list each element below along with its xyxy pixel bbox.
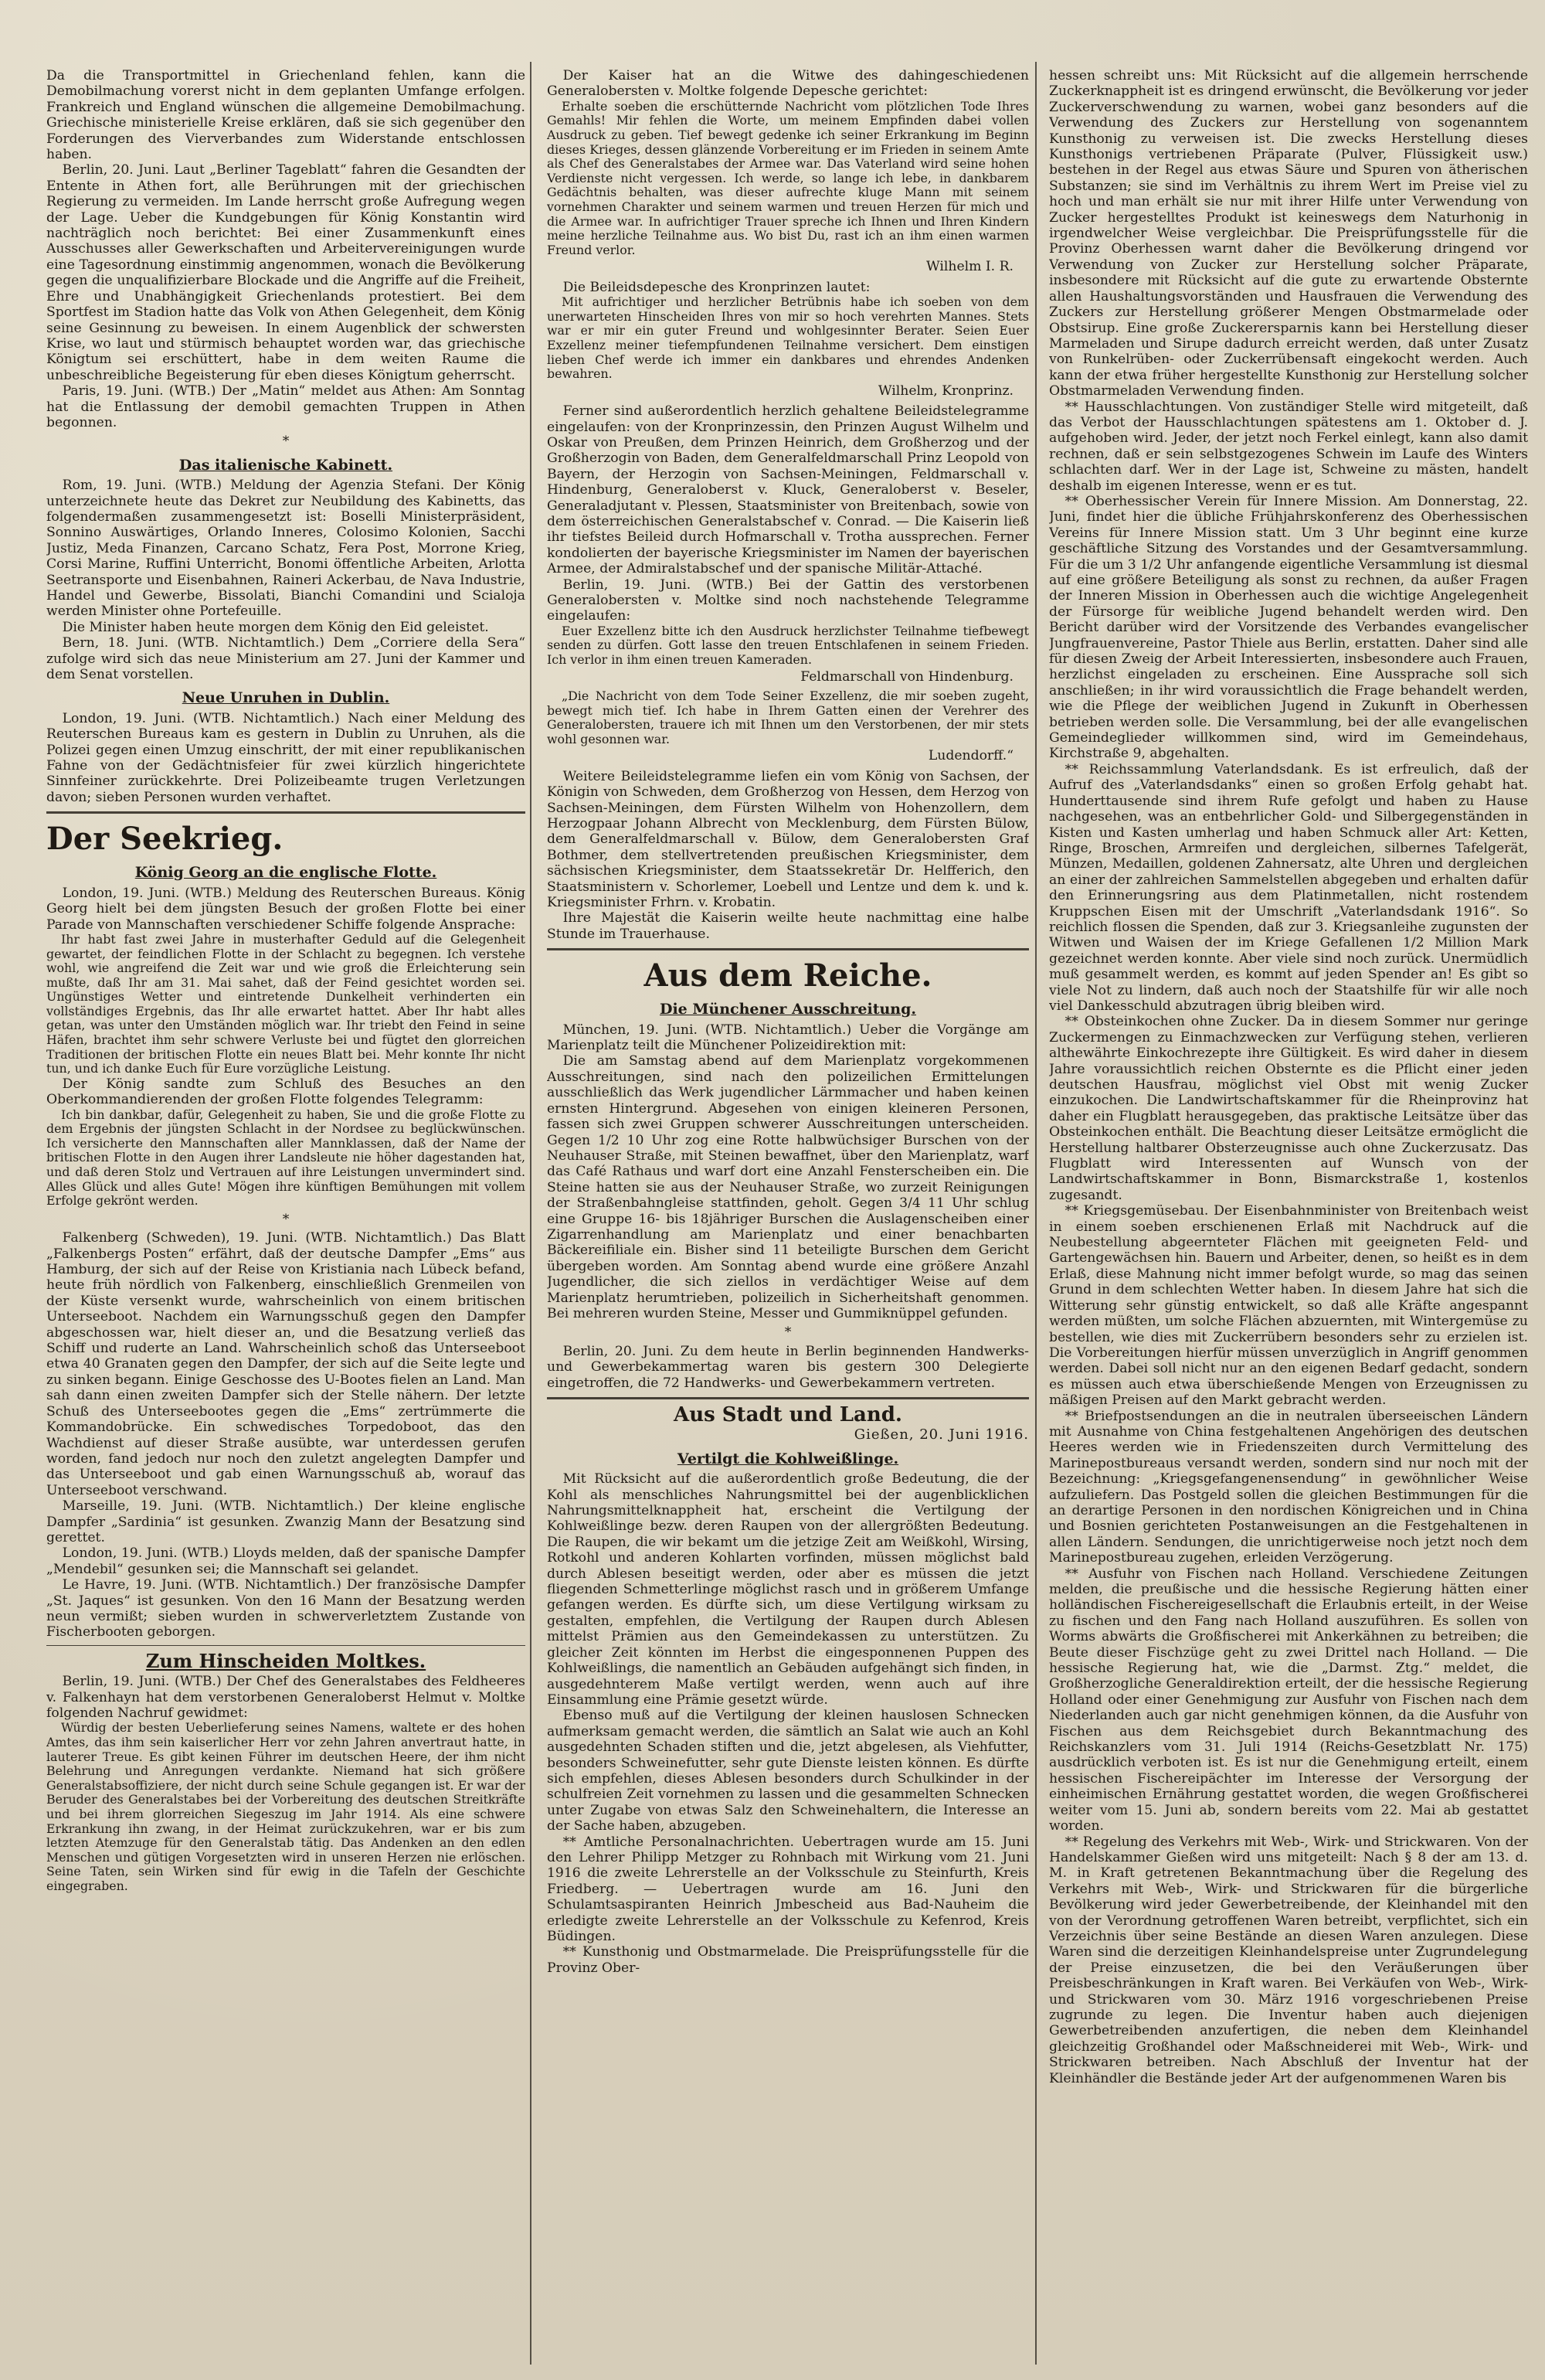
article-paragraph: Berlin, 19. Juni. (WTB.) Bei der Gattin des verstorbenen Generalobersten v. Moltke sind noch nachstehende Telegramme eingelaufen:	[547, 576, 1029, 624]
article-paragraph: Da die Transportmittel in Griechenland fehlen, kann die Demobilmachung vorerst nicht in dem geplanten Umfange erfolgen. Frankreich und England wünschen die allgemeine Demobilmachung. Griechische ministerielle Kreise erklären, daß sie sich gegenüber den Forderungen des Vierverbandes zum Widerstande entschlossen haben.	[46, 68, 525, 163]
section-rule	[46, 1645, 525, 1646]
separator-star: *	[282, 434, 290, 450]
article-paragraph: ** Reichssammlung Vaterlandsdank. Es ist erfreulich, daß der Aufruf des „Vaterlandsdanks“ einen so großen Erfolg gehabt hat. Hunderttausende sind ihrem Rufe gefolgt und haben zu Hause nachgesehen, was an entbehrlicher Gold- und Silbergegenständen in Kisten und Kasten umherlag und haben Schmuck aller Art: Ketten, Ringe, Broschen, Armreifen und dergleichen, silbernes Tafelgerät, Münzen, Medaillen, goldenen Zahnersatz, alte Uhren und dergleichen an einer der zahlreichen Sammelstellen abgegeben und erhalten dafür den Erinnerungsring aus dem Platinmetallen, nicht rostendem Kruppschen Eisen mit der Umschrift „Vaterlandsdank 1916“. So reichlich flossen die Spenden, daß zur 3. Kriegsanleihe zugunsten der Witwen und Waisen der im Kriege Gefallenen 1/2 Million Mark gezeichnet werden konnte. Aber viele sind noch zurück. Unermüdlich muß gesammelt werden, es kommt auf jeden Spender an! Es gibt so viele Not zu lindern, daß auch noch der Staatshilfe für wir alle noch viel Dankesschuld abzutragen übrig bleiben wird.	[1049, 761, 1528, 1014]
quoted-telegram: Ich bin dankbar, dafür, Gelegenheit zu haben, Sie und die große Flotte zu dem Ergebnis der jüngsten Schlacht in der Nordsee zu beglückwünschen. Ich versicherte den Mannschaften aller Mannklassen, daß der Name der britischen Flotte in den Augen ihrer Landsleute nie höher dagestanden hat, und daß deren Stolz und Vertrauen auf ihre Leistungen unvermindert sind. Alles Glück und alles Gute! Mögen ihre künftigen Bemühungen mit vollem Erfolge gekrönt werden.	[46, 1107, 525, 1209]
section-rule	[46, 811, 525, 814]
article-paragraph: Die am Samstag abend auf dem Marienplatz vorgekommenen Ausschreitungen, sind nach den polizeilichen Ermittelungen ausschließlich das Werk jugendlicher Lärmmacher und haben keinen ernsten Hintergrund. Abgesehen von einigen kleineren Personen, fassen sich zwei Gruppen schwerer Ausschreitungen unterscheiden. Gegen 1/2 10 Uhr zog eine Rotte halbwüchsiger Burschen von der Neuhauser Straße, mit Steinen bewaffnet, über den Marienplatz, warf das Café Rathaus und warf dort eine Anzahl Fensterscheiben ein. Die Steine hatten sie aus der Neuhauser Straße, wo zurzeit Reinigungen der Straßenbahngleise stattfinden, geholt. Gegen 3/4 11 Uhr schlug eine Gruppe 16- bis 18jähriger Burschen die Auslagenscheiben einer Zigarrenhandlung am Marienplatz und einer benachbarten Bäckereifiliale ein. Bisher sind 11 beteiligte Burschen dem Gericht übergeben worden. Am Sonntag abend wurde eine größere Anzahl Jugendlicher, die sich ziellos in verdächtiger Weise auf dem Marienplatz herumtrieben, polizeilich in Sicherheitshaft genommen. Bei mehreren wurden Steine, Messer und Gummiknüppel gefunden.	[547, 1053, 1029, 1321]
article-paragraph: ** Hausschlachtungen. Von zuständiger Stelle wird mitgeteilt, daß das Verbot der Hausschlachtungen spätestens am 1. Oktober d. J. aufgehoben wird. Jeder, der jetzt noch Ferkel einlegt, kann also damit rechnen, daß er sein selbstgezogenes Schwein im Laufe des Winters schlachten darf. Wer in der Lage ist, Schweine zu mästen, handelt deshalb im eigenen Interesse, wenn er es tut.	[1049, 399, 1528, 494]
article-paragraph: ** Oberhessischer Verein für Innere Mission. Am Donnerstag, 22. Juni, findet hier die übliche Frühjahrskonferenz des Oberhessischen Vereins für Innere Mission statt. Um 3 Uhr beginnt eine kurze geschäftliche Sitzung des Vorstandes und der Gesamtversammlung. Für die um 3 1/2 Uhr anfangende eigentliche Versammlung ist diesmal auf eine größere Beteiligung als sonst zu rechnen, da außer Fragen der Inneren Mission in Oberhessen auch die wichtige Angelegenheit der Fürsorge für weibliche Jugend behandelt werden wird. Den Bericht darüber wird der Vorsitzende des Verbandes evangelischer Jungfrauenvereine, Pastor Thiele aus Berlin, erstatten. Daher sind alle für diesen Zweig der Arbeit Interessierten, insbesondere auch Frauen, herzlichst eingeladen zu erscheinen. Eine Aussprache soll sich anschließen; in ihr wird voraussichtlich die Frage behandelt werden, wie die Pflege der weiblichen Jugend in Zukunft in Oberhessen betrieben werden solle. Die Versammlung, bei der alle evangelischen Gemeindeglieder willkommen sind, wird im Gemeindehaus, Kirchstraße 9, abgehalten.	[1049, 493, 1528, 762]
obituary-text: Würdig der besten Ueberlieferung seines Namens, waltete er des hohen Amtes, das ihm sein kaiserlicher Herr vor zehn Jahren anvertraut hatte, in lauterer Treue. Es gibt keinen Führer im deutschen Heere, der ihm nicht Belehrung und Anregungen verdankte. Niemand hat sich größere Generalstabsoffiziere, der nicht durch seine Schule gegangen ist. Er war der Beruder des Generalstabes bei der Vorbereitung des deutschen Streitkräfte und bei ihrem glorreichen Siegeszug im Jahr 1914. Als eine schwere Erkrankung ihn zwang, in der Heimat zurückzukehren, war er bis zum letzten Atemzuge für den Generalstab tätig. Das Andenken an den edlen Menschen und gütigen Vorgesetzten wird in unseren Herzen nie erlöschen. Seine Taten, sein Wirken sind für ewig in die Tafeln der Geschichte eingegraben.	[46, 1720, 525, 1893]
article-paragraph: Marseille, 19. Juni. (WTB. Nichtamtlich.) Der kleine englische Dampfer „Sardinia“ ist gesunken. Zwanzig Mann der Besatzung sind gerettet.	[46, 1498, 525, 1545]
article-paragraph: Die Minister haben heute morgen dem König den Eid geleistet.	[62, 619, 489, 635]
signature: Wilhelm I. R.	[926, 259, 1014, 275]
article-paragraph: London, 19. Juni. (WTB.) Lloyds melden, daß der spanische Dampfer „Mendebil“ gesunken sei; die Mannschaft sei gelandet.	[46, 1545, 525, 1577]
signature: Wilhelm, Kronprinz.	[878, 382, 1014, 399]
column-divider	[1035, 62, 1037, 2365]
article-paragraph: ** Kriegsgemüsebau. Der Eisenbahnminister von Breitenbach weist in einem soeben erschienenen Erlaß mit Nachdruck auf die Neubestellung abgeernteter Flächen mit geeigneten Feld- und Gartengewächsen hin. Bauern und Arbeiter, denen, so heißt es in dem Erlaß, diese Mahnung nicht immer befolgt wurde, so mag das seinen Grund in dem schlechten Wetter haben. In diesem Jahre hat sich die Witterung sehr günstig entwickelt, so daß alle Kräfte angespannt werden müßten, um solche Flächen abzuernten, mit Wintergemüse zu bestellen, wie dies mit Zuckerrübern besonders sehr zu erzielen ist. Die Vorbereitungen hierfür müssen unverzüglich in Angriff genommen werden. Dabei soll nicht nur an den eigenen Bedarf gedacht, sondern es müssen auch etwa überschießende Mengen von Erzeugnissen zu mäßigen Preisen auf den Markt gebracht werden.	[1049, 1203, 1528, 1409]
column-divider	[530, 62, 531, 2365]
quoted-telegram: Erhalte soeben die erschütternde Nachricht vom plötzlichen Tode Ihres Gemahls! Mir fehlen die Worte, um meinem Empfinden dabei vollen Ausdruck zu geben. Tief bewegt gedenke ich seiner Erkrankung im Beginn dieses Krieges, dessen glänzende Vorbereitung er im Frieden in seinem Amte als Chef des Generalstabes der Armee war. Das Vaterland wird seine hohen Verdienste nicht vergessen. Ich werde, so lange ich lebe, in dankbarem Gedächtnis behalten, was dieser aufrechte kluge Mann mit seinem vornehmen Charakter und seinem warmen und treuen Herzen für mich und die Armee war. In aufrichtiger Trauer spreche ich Ihnen und Ihren Kindern meine herzliche Teilnahme aus. Wo bist Du, rast ich an ihm einen warmen Freund verlor.	[547, 98, 1029, 257]
headline-kohl: Vertilgt die Kohlweißlinge.	[677, 1450, 899, 1467]
dateline: Gießen, 20. Juni 1916.	[854, 1426, 1029, 1443]
column-1	[46, 68, 525, 2355]
article-paragraph: Falkenberg (Schweden), 19. Juni. (WTB. Nichtamtlich.) Das Blatt „Falkenbergs Posten“ erfährt, daß der deutsche Dampfer „Ems“ aus Hamburg, der sich auf der Reise von Kristiania nach Lübeck befand, heute früh nördlich von Falkenberg, einschließlich Grenmeilen von der Küste versenkt wurde, wahrscheinlich von einem britischen Unterseeboot. Nachdem ein Warnungsschuß gegen den Dampfer abgeschossen war, hielt dieser an, und die Besatzung verließ das Schiff und ruderte an Land. Wahrscheinlich schoß das Unterseeboot etwa 40 Granaten gegen den Dampfer, der sich auf die Seite legte und zu sinken begann. Einige Geschosse des U-Bootes fielen an Land. Man sah dann einen zweiten Dampfer sich der Stelle nähern. Der letzte Schuß des Unterseebootes gegen die „Ems“ zertrümmerte die Kommandobrücke. Ein schwedisches Torpedoboot, das den Wachdienst auf dieser Straße ausübte, war unterdessen gerufen worden, fand jedoch nur noch den zuletzt angelegten Dampfer und das Unterseeboot und gab einen Warnungsschuß ab, worauf das Unterseeboot verschwand.	[46, 1230, 525, 1498]
article-paragraph: London, 19. Juni. (WTB.) Meldung des Reuterschen Bureaus. König Georg hielt bei dem jüngsten Besuch der großen Flotte bei einer Parade von Mannschaften verschiedener Schiffe folgende Ansprache:	[46, 885, 525, 933]
column-2	[547, 68, 1029, 2355]
article-paragraph: Rom, 19. Juni. (WTB.) Meldung der Agenzia Stefani. Der König unterzeichnete heute das Dekret zur Neubildung des Kabinetts, das folgendermaßen zusammengesetzt ist: Boselli Ministerpräsident, Sonnino Auswärtiges, Orlando Inneres, Colosimo Kolonien, Sacchi Justiz, Meda Finanzen, Carcano Schatz, Fera Post, Morrone Krieg, Corsi Marine, Ruffini Unterricht, Bonomi öffentliche Arbeiten, Arlotta Seetransporte und Eisenbahnen, Raineri Ackerbau, de Nava Industrie, Handel und Gewerbe, Bissolati, Bianchi Comandini und Scialoja werden Minister ohne Portefeuille.	[46, 478, 525, 620]
article-paragraph: ** Kunsthonig und Obstmarmelade. Die Preisprüfungsstelle für die Provinz Ober-	[547, 1944, 1029, 1976]
article-paragraph: ** Regelung des Verkehrs mit Web-, Wirk- und Strickwaren. Von der Handelskammer Gießen wird uns mitgeteilt: Nach § 8 der am 13. d. M. in Kraft getretenen Bekanntmachung über die Regelung des Verkehrs mit Web-, Wirk- und Strickwaren für die bürgerliche Bevölkerung wird jeder Gewerbetreibende, der Kleinhandel mit den von der Verordnung getroffenen Waren betreibt, verpflichtet, sich ein Verzeichnis über seine Bestände an diesen Waren anzulegen. Diese Waren sind die derzeitigen Kleinhandelspreise unter Zugrundelegung der Preise einzusetzen, die bei den Veräußerungen über Preisbeschränkungen in Kraft waren. Bei Verkäufen von Web-, Wirk- und Strickwaren vom 30. März 1916 vorgeschriebenen Preise zugrunde zu legen. Die Inventur haben auch diejenigen Gewerbetreibenden anzufertigen, die neben dem Kleinhandel gleichzeitig Großhandel oder Maßschneiderei mit Web-, Wirk- und Strickwaren betreiben. Nach Abschluß der Inventur hat der Kleinhändler die Bestände jeder Art der aufgenommenen Waren bis	[1049, 1834, 1528, 2086]
quoted-telegram: Euer Exzellenz bitte ich den Ausdruck herzlichster Teilnahme tiefbewegt senden zu dürfen. Gott lasse den treuen Entschlafenen in seinem Frieden. Ich verlor in ihm einen treuen Kameraden.	[547, 623, 1029, 667]
headline-georg: König Georg an die englische Flotte.	[134, 864, 437, 882]
article-paragraph: Ihre Majestät die Kaiserin weilte heute nachmittag eine halbe Stunde im Trauerhause.	[547, 910, 1029, 942]
quoted-telegram: Mit aufrichtiger und herzlicher Betrübnis habe ich soeben von dem unerwarteten Hinscheiden Ihres von mir so hoch verehrten Mannes. Stets war er mir ein guter Freund und wohlgesinnter Berater. Seien Euer Exzellenz meiner tiefempfundenen Teilnahme versichert. Dem einstigen lieben Chef werde ich immer ein dankbares und ehrendes Andenken bewahren.	[547, 294, 1029, 382]
signature: Ludendorff.“	[928, 748, 1014, 764]
section-rule	[547, 1397, 1029, 1399]
article-paragraph: ** Amtliche Personalnachrichten. Uebertragen wurde am 15. Juni den Lehrer Philipp Metzger zu Rohnbach mit Wirkung vom 21. Juni 1916 die zweite Lehrerstelle an der Volksschule zu Steinfurth, Kreis Friedberg. — Uebertragen wurde am 16. Juni den Schulamtsaspiranten Heinrich Jmbescheid aus Bad-Nauheim die erledigte zweite Lehrerstelle an der Volksschule zu Kefenrod, Kreis Büdingen.	[547, 1834, 1029, 1944]
article-paragraph: Berlin, 20. Juni. Laut „Berliner Tageblatt“ fahren die Gesandten der Entente in Athen fort, alle Berührungen mit der griechischen Regierung zu vermeiden. Im Lande herrscht große Aufregung wegen der Lage. Ueber die Kundgebungen für König Konstantin wird nachträglich noch berichtet: Bei einer Zusammenkunft eines Ausschusses aller Gewerkschaften und Arbeitervereinigungen wurde eine Tagesordnung einstimmig angenommen, wonach die Bevölkerung gegen die unqualifizierbare Blockade und die Angriffe auf die Freiheit, Ehre und Unabhängigkeit Griechenlands protestiert. Bei dem Sportfest im Stadion hatte das Volk von Athen Gelegenheit, dem König seine Gesinnung zu beweisen. In einem Augenblick der schwersten Krise, wo laut und stürmisch behauptet worden war, das griechische Königtum sei erschüttert, habe in dem weiten Raume die unbeschreibliche Begeisterung für eben dieses Königtum geherrscht.	[46, 162, 525, 383]
article-paragraph: Paris, 19. Juni. (WTB.) Der „Matin“ meldet aus Athen: Am Sonntag hat die Entlassung der demobil gemachten Truppen in Athen begonnen.	[46, 383, 525, 430]
article-paragraph: Berlin, 20. Juni. Zu dem heute in Berlin beginnenden Handwerks- und Gewerbekammertag waren bis gestern 300 Delegierte eingetroffen, die 72 Handwerks- und Gewerbekammern vertreten.	[547, 1343, 1029, 1391]
headline-moltke: Zum Hinscheiden Moltkes.	[145, 1649, 426, 1672]
section-title-seekrieg: Der Seekrieg.	[46, 821, 284, 858]
separator-star: *	[784, 1324, 792, 1341]
article-paragraph: Le Havre, 19. Juni. (WTB. Nichtamtlich.) Der französische Dampfer „St. Jaques“ ist gesunken. Von den 16 Mann der Besatzung werden neun vermißt; sieben wurden in schwerverletztem Zustande von Fischerbooten geborgen.	[46, 1577, 525, 1640]
separator-star: *	[282, 1211, 290, 1227]
article-paragraph: hessen schreibt uns: Mit Rücksicht auf die allgemein herrschende Zuckerknappheit ist es dringend erwünscht, die Bevölkerung vor jeder Zuckerverschwendung zu warnen, wobei ganz besonders auf die Verwendung des Zuckers zur Herstellung von sogenanntem Kunsthonig zu verweisen ist. Die zwecks Herstellung dieses Kunsthonigs vertriebenen Präparate (Pulver, Flüssigkeit usw.) bestehen in der Regel aus etwas Säure und Spuren von ätherischen Substanzen; sie sind im Verhältnis zu ihrem Wert im Preise viel zu hoch und man erhält sie nur mit ihrer Hilfe unter Verwendung von Zucker hergestelltes Produkt ist keineswegs dem Naturhonig in irgendwelcher Weise vergleichbar. Die Preisprüfungsstelle für die Provinz Oberhessen warnt daher die Bevölkerung dringend vor Verwendung von Zucker zur Herstellung solcher Präparate, insbesondere mit Rücksicht auf die gute zu erwartende Obsternte allen Haushaltungsvorständen und Hausfrauen die Verwendung des Zuckers zur Herstellung größerer Mengen Obstmarmelade oder Obstsirup. Eine große Zuckerersparnis kann bei Herstellung dieser Marmeladen und Sirupe dadurch erreicht werden, daß unter Zusatz von Runkelrüben- oder Zuckerrübensaft eingekocht werden. Auch kann der etwa früher hergestellte Kunsthonig zur Herstellung solcher Obstmarmeladen Verwendung finden.	[1049, 68, 1528, 400]
article-paragraph: Ebenso muß auf die Vertilgung der kleinen hauslosen Schnecken aufmerksam gemacht werden, die sämtlich an Salat wie auch an Kohl ausgedehnten Schaden stiften und die, jetzt abgelesen, als Viehfutter, besonders Schweinefutter, sehr gute Dienste leisten können. Es dürfte sich empfehlen, dieses Ablesen besonders durch Schulkinder in der schulfreien Zeit vornehmen zu lassen und die gesammelten Schnecken unter Zugabe von etwas Salz den Schweinehaltern, die Interesse an der Sache haben, abzugeben.	[547, 1708, 1029, 1834]
signature: Feldmarschall von Hindenburg.	[800, 668, 1014, 685]
quoted-speech: Ihr habt fast zwei Jahre in musterhafter Geduld auf die Gelegenheit gewartet, der feindlichen Flotte in der Schlacht zu begegnen. Ich verstehe wohl, wie angreifend die Zeit war und wie groß die Erleichterung sein mußte, daß Ihr am 31. Mai sahet, daß der Feind gesichtet worden sei. Ungünstiges Wetter und eintretende Dunkelheit verhinderten ein vollständiges Ergebnis, das Ihr alle erwartet hattet. Aber Ihr habt alles getan, was unter den Umständen möglich war. Ihr triebt den Feind in seine Häfen, brachtet ihm sehr schwere Verluste bei und fügtet den glorreichen Traditionen der britischen Flotte ein neues Blatt bei. Mehr konnte Ihr nicht tun, und ich danke Euch für Eure vorzügliche Leistung.	[46, 931, 525, 1076]
headline-dublin: Neue Unruhen in Dublin.	[182, 689, 390, 707]
headline-muenchen: Die Münchener Ausschreitung.	[659, 1001, 916, 1018]
article-paragraph: London, 19. Juni. (WTB. Nichtamtlich.) Nach einer Meldung des Reuterschen Bureaus kam es gestern in Dublin zu Unruhen, als die Polizei gegen einen Umzug einschritt, der mit einer republikanischen Fahne von der Gedächtnisfeier für zwei kürzlich hingerichtete Sinnfeiner zurückkehrte. Drei Polizeibeamte trugen Verletzungen davon; sieben Personen wurden verhaftet.	[46, 710, 525, 805]
quoted-telegram: „Die Nachricht von dem Tode Seiner Exzellenz, die mir soeben zugeht, bewegt mich tief. Ich habe in Ihrem Gatten einen der Verehrer des Generalobersten, trauere ich mit Ihnen um den Verstorbenen, der mir stets wohl gesonnen war.	[547, 688, 1029, 746]
section-rule	[547, 948, 1029, 950]
article-paragraph: München, 19. Juni. (WTB. Nichtamtlich.) Ueber die Vorgänge am Marienplatz teilt die Münchener Polizeidirektion mit:	[547, 1022, 1029, 1054]
article-paragraph: ** Briefpostsendungen an die in neutralen überseeischen Ländern mit Ausnahme von China festgehaltenen Angehörigen des deutschen Heeres werden wie in Friedenszeiten durch Vermittelung des Marinepostbureaus versandt werden, sondern sind nur noch mit der Bezeichnung: „Kriegsgefangenensendung“ in gewöhnlicher Weise aufzuliefern. Das Postgeld sollen die gleichen Bestimmungen für die an derartige Personen in den nordischen Königreichen und in China und Bosnien gerichteten Postanweisungen an die Festgehaltenen in allen Ländern. Sendungen, die unrichtigerweise noch jetzt noch dem Marinepostbureau zugehen, erleiden Verzögerung.	[1049, 1408, 1528, 1566]
article-paragraph: Weitere Beileidstelegramme liefen ein vom König von Sachsen, der Königin von Schweden, dem Großherzog von Hessen, dem Herzog von Sachsen-Meiningen, dem Fürsten Wilhelm von Hohenzollern, dem Herzogpaar Johann Albrecht von Mecklenburg, dem Fürsten Bülow, dem Generalfeldmarschall v. Bülow, dem Generalobersten Graf Bothmer, dem stellvertretenden preußischen Kriegsminister, dem sächsischen Kriegsminister, dem Staatssekretär Dr. Helfferich, den Staatsministern v. Schorlemer, Loebell und Lentze und dem k. und k. Kriegsminister Frhrn. v. Krobatin.	[547, 768, 1029, 911]
article-paragraph: ** Ausfuhr von Fischen nach Holland. Verschiedene Zeitungen melden, die preußische und die hessische Regierung hätten einer holländischen Fischereigesellschaft die Erlaubnis erteilt, in der Weise zu fischen und den Fang nach Holland auszuführen. Es sollen von Worms abwärts die Großfischerei mit Ankerkähnen zu betreiben; die Beute dieser Fischzüge geht zu zwei Drittel nach Holland. — Die hessische Regierung hat, wie die „Darmst. Ztg.“ meldet, die Großherzogliche Generaldirektion erteilt, der die hessische Regierung Holland oder einer Genehmigung zur Ausfuhr von Fischen nach dem Niederlanden auch gar nicht genehmigen können, da die Ausfuhr von Fischen aus dem Reichsgebiet durch Bekanntmachung des Reichskanzlers vom 31. Juli 1914 (Reichs-Gesetzblatt Nr. 175) ausdrücklich verboten ist. Es ist nur die Genehmigung erteilt, einem hessischen Fischereipächter im Interesse der Versorgung der einheimischen Ernährung gestattet worden, die wegen Großfischerei weiter vom 15. Juni ab, sondern bereits vom 22. Mai ab gestattet worden.	[1049, 1566, 1528, 1834]
headline-kabinett: Das italienische Kabinett.	[178, 456, 393, 474]
article-paragraph: Der Kaiser hat an die Witwe des dahingeschiedenen Generalobersten v. Moltke folgende Depesche gerichtet:	[547, 68, 1029, 100]
column-3	[1049, 68, 1528, 2355]
article-paragraph: Ferner sind außerordentlich herzlich gehaltene Beileidstelegramme eingelaufen: von der Kronprinzessin, den Prinzen August Wilhelm und Oskar von Preußen, dem Prinzen Heinrich, dem Großherzog und der Großherzogin von Baden, dem Generalfeldmarschall Prinz Leopold von Bayern, der Herzogin von Sachsen-Meiningen, Feldmarschall v. Hindenburg, Generaloberst v. Kluck, Generaloberst v. Beseler, Generaladjutant v. Plessen, Staatsminister von Breitenbach, sowie von dem österreichischen Generalstabschef v. Conrad. — Die Kaiserin ließ ihr tiefstes Beileid durch Hofmarschall v. Trotha aussprechen. Ferner kondolierten der bayerische Kriegsminister im Namen der bayerischen Armee, der Admiralstabschef und der spanische Militär-Attaché.	[547, 403, 1029, 577]
article-paragraph: Der König sandte zum Schluß des Besuches an den Oberkommandierenden der großen Flotte folgendes Telegramm:	[46, 1076, 525, 1108]
article-paragraph: Mit Rücksicht auf die außerordentlich große Bedeutung, die der Kohl als menschliches Nahrungsmittel bei der augenblicklichen Nahrungsmittelknappheit hat, erscheint die Vertilgung der Kohlweißlinge bezw. deren Raupen von der allergrößten Bedeutung. Die Raupen, die wir bekamt um die jetzige Zeit am Weißkohl, Wirsing, Rotkohl und anderen Kohlarten vorfinden, müssen möglichst bald durch Ablesen beseitigt werden, oder aber es müssen die jetzt fliegenden Schmetterlinge möglichst rasch und in größerem Umfange gefangen werden. Es dürfte sich, um diese Vertilgung wirksam zu gestalten, empfehlen, die Vertilgung der Raupen durch Ablesen mittelst Prämien aus den Gemeindekassen zu unterstützen. Zu gleicher Zeit könnten im Herbst die eingesponnenen Puppen des Kohlweißlings, die namentlich an Gebäuden aufgehängt sich finden, in ausgedehnterem Maße vertilgt werden, wenn auch auf ihre Einsammlung eine Prämie gesetzt würde.	[547, 1471, 1029, 1708]
section-title-stadt: Aus Stadt und Land.	[674, 1403, 902, 1426]
article-paragraph: Berlin, 19. Juni. (WTB.) Der Chef des Generalstabes des Feldheeres v. Falkenhayn hat dem verstorbenen Generaloberst Helmut v. Moltke folgenden Nachruf gewidmet:	[46, 1674, 525, 1721]
article-paragraph: ** Obsteinkochen ohne Zucker. Da in diesem Sommer nur geringe Zuckermengen zu Einmachzwecken zur Verfügung stehen, verlieren althewährte Einkochrezepte ihre Gültigkeit. Es wird daher in diesem Jahre voraussichtlich reichen Obsternte es die Pflicht einer jeden deutschen Hausfrau, möglichst viel Obst mit wenig Zucker einzukochen. Die Landwirtschaftskammer für die Rheinprovinz hat daher ein Flugblatt herausgegeben, das praktische Leitsätze über das Obsteinkochen enthält. Die Beachtung dieser Leitsätze ermöglicht die Herstellung haltbarer Obsterzeugnisse auch ohne Zuckerzusatz. Das Flugblatt wird Interessenten auf Wunsch von der Landwirtschaftskammer in Bonn, Bismarckstraße 1, kostenlos zugesandt.	[1049, 1014, 1528, 1203]
article-paragraph: Die Beileidsdepesche des Kronprinzen lautet:	[562, 279, 871, 295]
article-paragraph: Bern, 18. Juni. (WTB. Nichtamtlich.) Dem „Corriere della Sera“ zufolge wird sich das neue Ministerium am 27. Juni der Kammer und dem Senat vorstellen.	[46, 635, 525, 683]
section-title-reiche: Aus dem Reiche.	[643, 957, 932, 994]
